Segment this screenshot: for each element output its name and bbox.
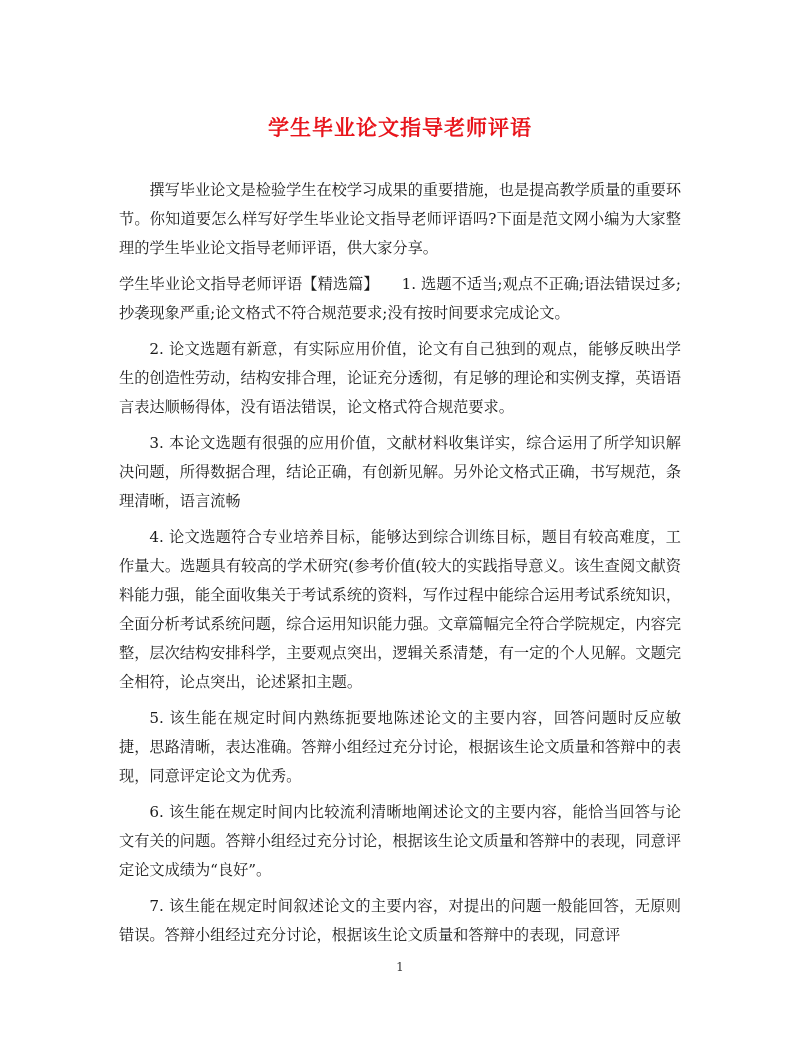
comment-paragraph-4: 4. 论文选题符合专业培养目标，能够达到综合训练目标，题目有较高难度，工作量大。选题具有较高的学术研究(参考价值(较大的实践指导意义。该生查阅文献资料能力强，能全面收集关于考试系统的资料，写作过程中能综合运用考试系统知识，全面分析考试系统问题，综合运用知识能力强。文章篇幅完全符合学院规定，内容完整，层次结构安排科学，主要观点突出，逻辑关系清楚，有一定的个人见解。文题完全相符，论点突出，论述紧扣主题。 bbox=[119, 528, 681, 691]
intro-paragraph: 撰写毕业论文是检验学生在校学习成果的重要措施，也是提高教学质量的重要环节。你知道要怎么样写好学生毕业论文指导老师评语吗?下面是范文网小编为大家整理的学生毕业论文指导老师评语，供大家分享。 bbox=[119, 181, 681, 257]
section-heading-paragraph: 学生毕业论文指导老师评语【精选篇】 1. 选题不适当;观点不正确;语法错误过多;抄袭现象严重;论文格式不符合规范要求;没有按时间要求完成论文。 bbox=[119, 275, 681, 322]
comment-paragraph-5: 5. 该生能在规定时间内熟练扼要地陈述论文的主要内容，回答问题时反应敏捷，思路清晰，表达准确。答辩小组经过充分讨论，根据该生论文质量和答辩中的表现，同意评定论文为优秀。 bbox=[119, 709, 681, 785]
document-body bbox=[119, 176, 681, 957]
comment-paragraph-7: 7. 该生能在规定时间叙述论文的主要内容，对提出的问题一般能回答，无原则错误。答辩小组经过充分讨论，根据该生论文质量和答辩中的表现，同意评 bbox=[119, 897, 681, 944]
page-number: 1 bbox=[396, 960, 404, 974]
comment-paragraph-3: 3. 本论文选题有很强的应用价值，文献材料收集详实，综合运用了所学知识解决问题，所得数据合理，结论正确，有创新见解。另外论文格式正确，书写规范，条理清晰，语言流畅 bbox=[119, 434, 681, 510]
comment-paragraph-2: 2. 论文选题有新意，有实际应用价值，论文有自己独到的观点，能够反映出学生的创造性劳动，结构安排合理，论证充分透彻，有足够的理论和实例支撑，英语语言表达顺畅得体，没有语法错误，论文格式符合规范要求。 bbox=[119, 340, 681, 416]
page-title: 学生毕业论文指导老师评语 bbox=[268, 115, 532, 140]
comment-paragraph-6: 6. 该生能在规定时间内比较流利清晰地阐述论文的主要内容，能恰当回答与论文有关的问题。答辩小组经过充分讨论，根据该生论文质量和答辩中的表现，同意评定论文成绩为“良好”。 bbox=[119, 803, 681, 879]
